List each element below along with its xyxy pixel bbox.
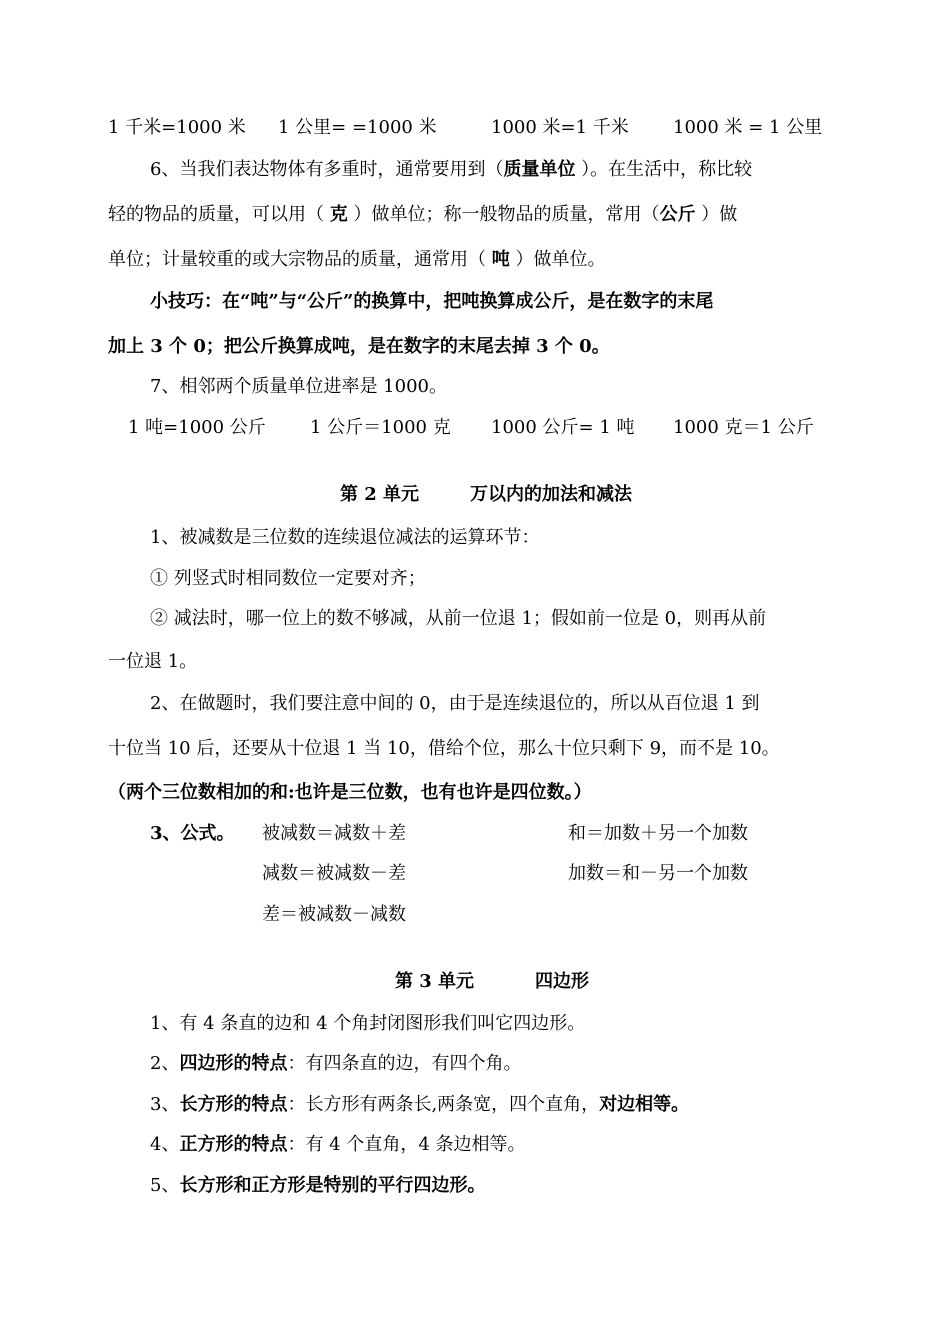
- unit3-item4: [150, 1133, 526, 1157]
- item6-bold-term: 公斤: [659, 204, 696, 225]
- item-bold-term: 对边相等。: [599, 1094, 690, 1115]
- unit2-heading-number: 第 2 单元: [340, 484, 420, 505]
- formula-left: 差＝被减数－减数: [262, 904, 406, 925]
- item-bold-term: 四边形的特点: [179, 1053, 288, 1074]
- conversion-item: 1 千米=1000 米: [108, 117, 246, 138]
- formula-label: 3、公式。: [150, 823, 235, 844]
- item-bold-term: 长方形和正方形是特别的平行四边形。: [179, 1175, 486, 1196]
- unit2-item2-line2: 十位当 10 后，还要从十位退 1 当 10，借给个位，那么十位只剩下 9，而不是 10。: [108, 738, 780, 759]
- conversion-item: 1000 米 = 1 公里: [673, 117, 823, 138]
- conversion-item: 1 吨=1000 公斤: [128, 417, 266, 438]
- conversion-item: 1 公斤＝1000 克: [310, 417, 451, 438]
- item-number: 4、: [150, 1134, 180, 1155]
- unit2-item2-line1: 2、在做题时，我们要注意中间的 0，由于是连续退位的，所以从百位退 1 到: [150, 693, 760, 714]
- conversion-item: 1000 米=1 千米: [491, 117, 629, 138]
- unit2-step2-line1: ② 减法时，哪一位上的数不够减，从前一位退 1；假如前一位是 0，则再从前: [150, 608, 767, 629]
- unit2-step2-line2: 一位退 1。: [108, 651, 198, 672]
- item6-text: ）。在生活中，称比较: [575, 159, 753, 180]
- item6-line3: [108, 248, 605, 272]
- conversion-item: 1000 克＝1 公斤: [673, 417, 814, 438]
- unit2-step1: ① 列竖式时相同数位一定要对齐；: [150, 568, 426, 589]
- item-text: ：长方形有两条长,两条宽，四个直角，: [287, 1094, 600, 1115]
- conversion-item: 1000 公斤= 1 吨: [491, 417, 635, 438]
- unit2-note: （两个三位数相加的和:也许是三位数，也有也许是四位数。）: [108, 782, 592, 803]
- item6-text: 单位；计量较重的或大宗物品的质量，通常用（: [108, 249, 492, 270]
- unit3-item3: [150, 1093, 689, 1117]
- item6-text: ）做单位。: [509, 249, 606, 270]
- item6-text: ）做: [695, 204, 738, 225]
- item-bold-term: 长方形的特点: [179, 1094, 288, 1115]
- formula-left: 被减数＝减数＋差: [262, 823, 406, 844]
- formula-right: 和＝加数＋另一个加数: [568, 823, 748, 844]
- unit3-heading-number: 第 3 单元: [395, 971, 475, 992]
- item6-text: 6、当我们表达物体有多重时，通常要用到（: [150, 159, 504, 180]
- item6-text: ）做单位；称一般物品的质量，常用（: [347, 204, 660, 225]
- item6-line2: [108, 203, 737, 227]
- unit2-item1: 1、被减数是三位数的连续退位减法的运算环节：: [150, 527, 540, 548]
- unit3-heading-title: 四边形: [535, 971, 589, 992]
- unit3-item1: 1、有 4 条直的边和 4 个角封闭图形我们叫它四边形。: [150, 1013, 586, 1034]
- item7: 7、相邻两个质量单位进率是 1000。: [150, 376, 447, 397]
- formula-left: 减数＝被减数－差: [262, 863, 406, 884]
- formula-right: 加数＝和－另一个加数: [568, 863, 748, 884]
- item-number: 2、: [150, 1053, 180, 1074]
- item-text: ：有四条直的边，有四个角。: [287, 1053, 522, 1074]
- tip-line2: 加上 3 个 0；把公斤换算成吨，是在数字的末尾去掉 3 个 0。: [108, 336, 610, 357]
- tip-line1: 小技巧：在“吨”与“公斤”的换算中，把吨换算成公斤，是在数字的末尾: [150, 291, 714, 312]
- item6-text: 轻的物品的质量，可以用（: [108, 204, 330, 225]
- unit3-item2: [150, 1052, 521, 1076]
- item-text: ：有 4 个直角，4 条边相等。: [287, 1134, 526, 1155]
- item6-line1: [150, 158, 752, 182]
- item6-bold-term: 克: [329, 204, 348, 225]
- item6-bold-term: 质量单位: [503, 159, 576, 180]
- unit3-item5: [150, 1174, 485, 1198]
- unit2-heading-title: 万以内的加法和减法: [470, 484, 632, 505]
- item-bold-term: 正方形的特点: [179, 1134, 288, 1155]
- item6-bold-term: 吨: [491, 249, 510, 270]
- conversion-item: 1 公里= =1000 米: [278, 117, 437, 138]
- item-number: 5、: [150, 1175, 180, 1196]
- item-number: 3、: [150, 1094, 180, 1115]
